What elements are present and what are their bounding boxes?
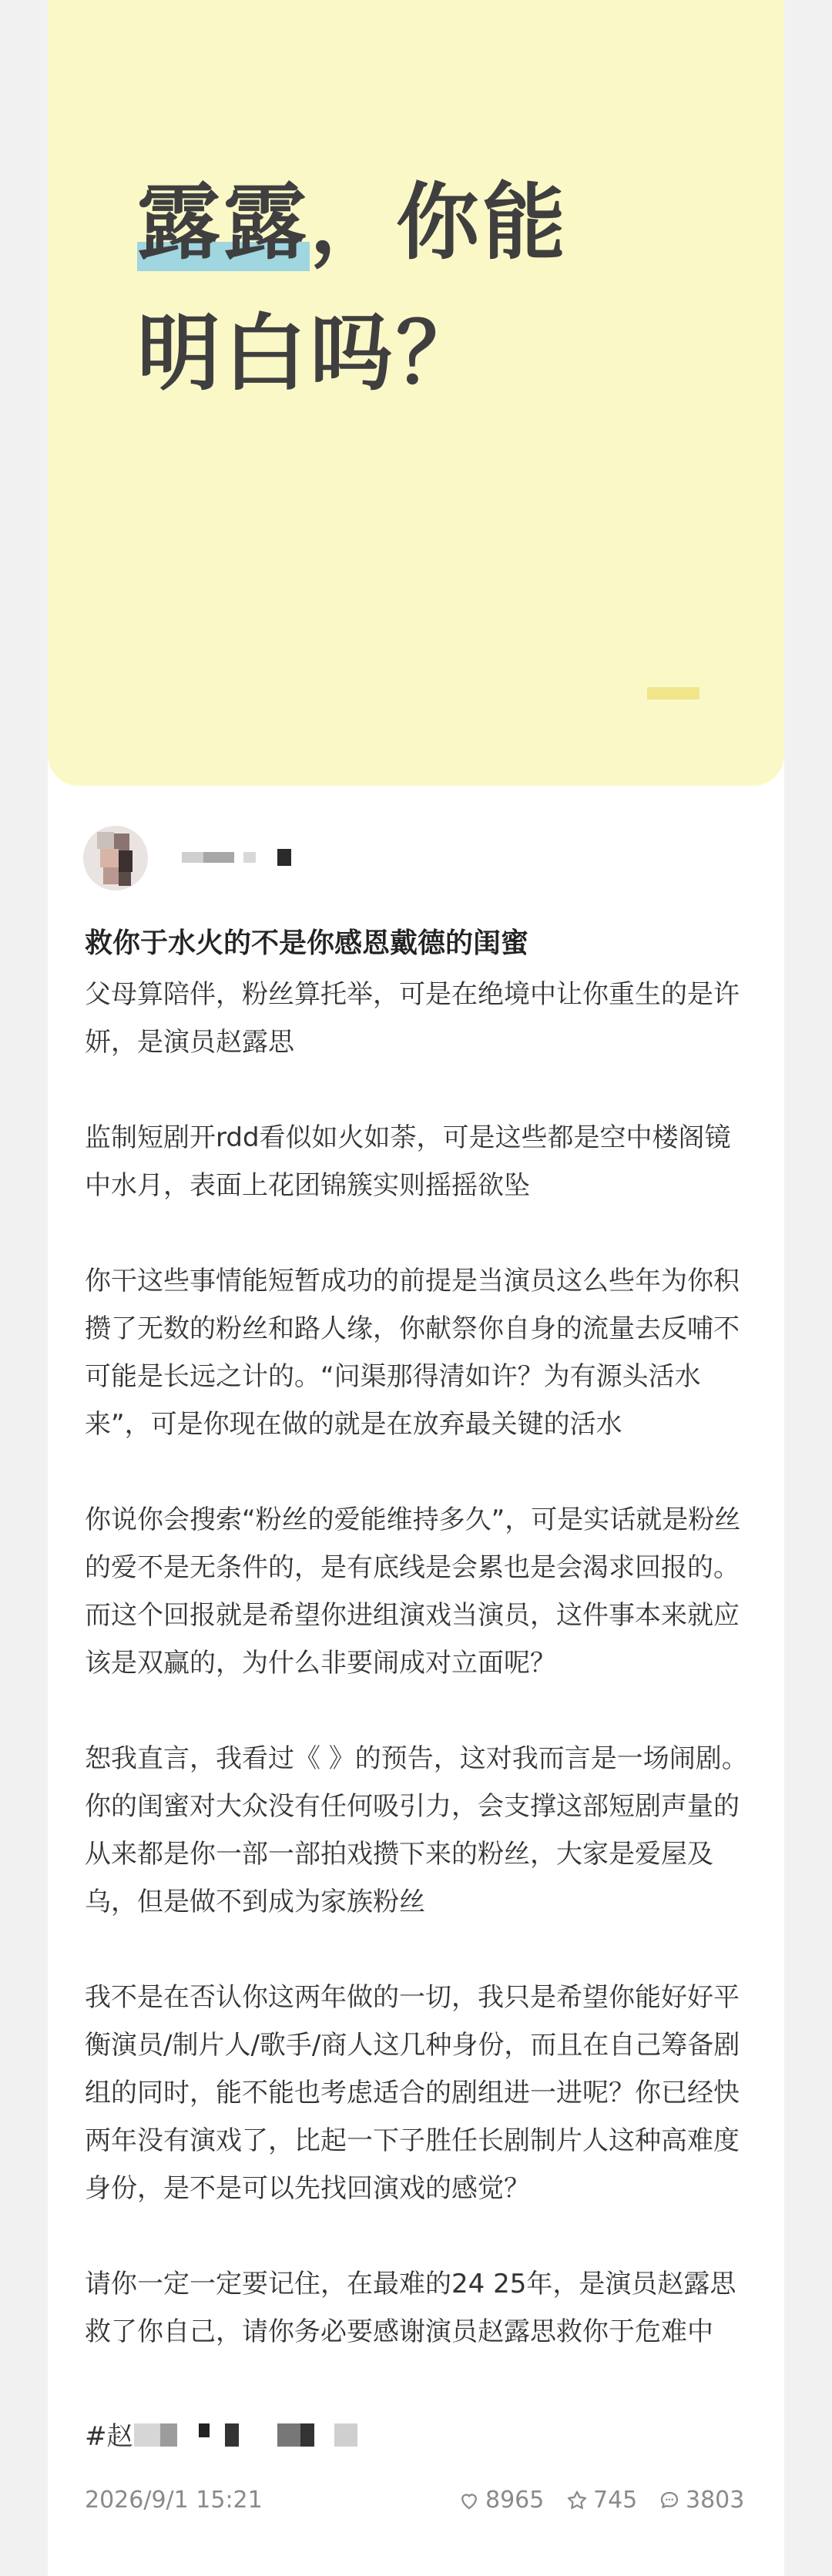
hashtag-link[interactable] <box>85 2417 133 2456</box>
favorite-button[interactable] <box>565 2482 637 2519</box>
star-icon <box>565 2489 589 2512</box>
paragraph: 父母算陪伴，粉丝算托举，可是在绝境中让你重生的是许妍，是演员赵露思 <box>85 979 740 1058</box>
hashtag-text: #赵 <box>85 2421 133 2452</box>
post-meta <box>85 2482 747 2519</box>
post-title: 救你于水火的不是你感恩戴德的闺蜜 <box>85 927 529 959</box>
cover-decoration <box>647 687 699 699</box>
paragraph: 我不是在否认你这两年做的一切，我只是希望你能好好平衡演员/制片人/歌手/商人这几种身份，而且在自己筹备剧组的同时，能不能也考虑适合的剧组进一进呢？你已经快两年没有演戏了，比起一下子胜任长剧制片人这种高难度身份，是不是可以先找回演戏的感觉？ <box>85 1982 740 2204</box>
paragraph: 你干这些事情能短暂成功的前提是当演员这么些年为你积攒了无数的粉丝和路人缘，你献祭你自身的流量去反哺不可能是长远之计的。“问渠那得清如许？为有源头活水来”，可是你现在做的就是在放弃最关键的活水 <box>85 1266 740 1440</box>
paragraph: 你说你会搜索“粉丝的爱能维持多久”，可是实话就是粉丝的爱不是无条件的，是有底线是会累也是会渴求回报的。而这个回报就是希望你进组演戏当演员，这件事本来就应该是双赢的，为什么非要闹成对立面呢？ <box>85 1504 741 1679</box>
hashtag-blurred <box>134 2423 365 2451</box>
post-body <box>85 971 755 2403</box>
cover-title-highlight: 露露 <box>137 175 310 271</box>
cover-title-line2: 明白吗？ <box>137 306 483 402</box>
paragraph: 监制短剧开rdd看似如火如荼，可是这些都是空中楼阁镜中水月，表面上花团锦簇实则摇摇欲坠 <box>85 1122 731 1201</box>
timestamp: 2026/9/1 15:21 <box>85 2487 263 2514</box>
comment-button[interactable] <box>658 2482 744 2519</box>
heart-icon <box>458 2489 481 2512</box>
like-count: 8965 <box>485 2487 545 2514</box>
cover-title <box>137 158 676 420</box>
avatar[interactable] <box>83 826 148 891</box>
paragraph: 恕我直言，我看过《 》的预告，这对我而言是一场闹剧。你的闺蜜对大众没有任何吸引力，会支撑这部短剧声量的从来都是你一部一部拍戏攒下来的粉丝，大家是爱屋及乌，但是做不到成为家族粉丝 <box>85 1743 748 1917</box>
favorite-count: 745 <box>593 2487 638 2514</box>
paragraph: 请你一定一定要记住，在最难的24 25年，是演员赵露思救了你自己，请你务必要感谢演员赵露思救你于危难中 <box>85 2269 736 2347</box>
username-blurred[interactable] <box>182 844 305 872</box>
comment-icon <box>658 2489 681 2512</box>
like-button[interactable] <box>458 2482 544 2519</box>
cover-title-rest: ，你能 <box>310 175 569 271</box>
comment-count: 3803 <box>686 2487 745 2514</box>
